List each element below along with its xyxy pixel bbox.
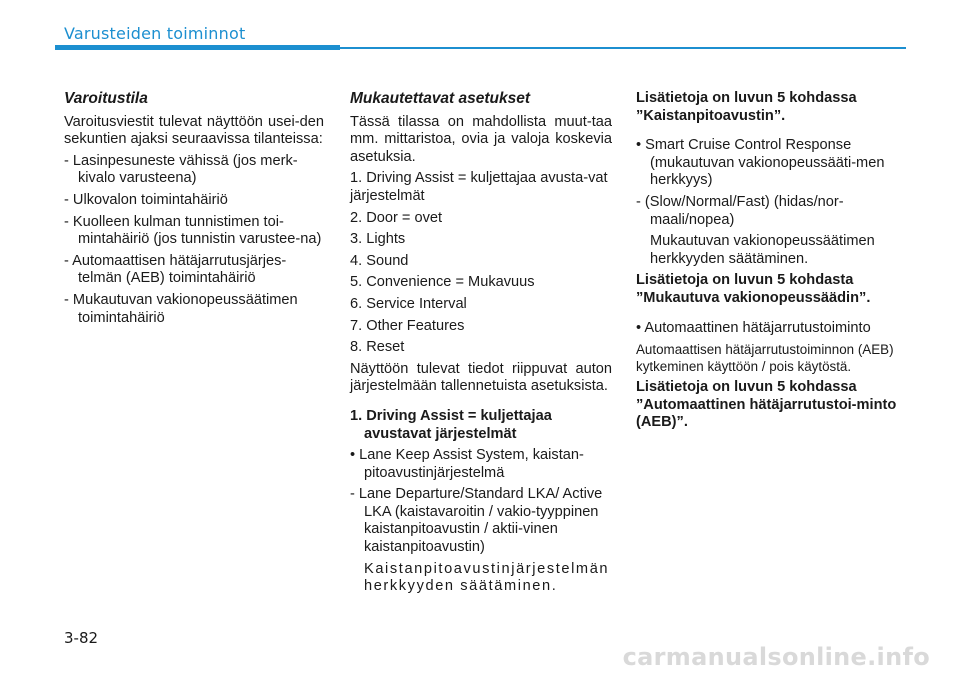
custom-settings-heading: Mukautettavat asetukset bbox=[350, 90, 531, 107]
header-accent-bar bbox=[55, 45, 340, 50]
settings-list-item: 1. Driving Assist = kuljettajaa avusta-vat järjestelmät bbox=[350, 170, 608, 204]
settings-list-item: 6. Service Interval bbox=[350, 295, 467, 312]
warning-mode-heading: Varoitustila bbox=[64, 90, 148, 107]
custom-settings-intro: Tässä tilassa on mahdollista muut-taa mm. mittaristoa, ovia ja valoja koskevia asetuksia. bbox=[350, 113, 612, 165]
watermark: carmanualsonline.info bbox=[622, 643, 930, 671]
scc-sub-item: - (Slow/Normal/Fast) (hidas/nor-maali/nopea) bbox=[636, 193, 844, 228]
warning-item: - Lasinpesuneste vähissä (jos merk-kivalo varusteena) bbox=[64, 152, 298, 187]
warning-item: - Kuolleen kulman tunnistimen toi-mintahäiriö (jos tunnistin varustee-na) bbox=[64, 213, 322, 248]
aeb-bullet: • Automaattinen hätäjarrutustoiminto bbox=[636, 319, 871, 336]
settings-list-item: 7. Other Features bbox=[350, 317, 465, 334]
settings-list-item: 2. Door = ovet bbox=[350, 209, 443, 226]
column-warning-mode bbox=[64, 90, 324, 331]
column-custom-settings bbox=[350, 90, 612, 600]
warning-item: - Automaattisen hätäjarrutusjärjes-telmän (AEB) toimintahäiriö bbox=[64, 252, 287, 287]
settings-list-item: 3. Lights bbox=[350, 231, 406, 248]
section-title: Varusteiden toiminnot bbox=[64, 24, 246, 43]
page-number: 3-82 bbox=[64, 629, 99, 647]
driving-assist-heading: 1. Driving Assist = kuljettajaa avustavat järjestelmät bbox=[350, 407, 552, 442]
settings-outro: Näyttöön tulevat tiedot riippuvat auton järjestelmään tallennetuista asetuksista. bbox=[350, 360, 612, 395]
warning-item: - Mukautuvan vakionopeussäätimen toimintahäiriö bbox=[64, 291, 298, 326]
scc-description: Mukautuvan vakionopeussäätimen herkkyyden säätäminen. bbox=[650, 233, 875, 267]
warning-intro: Varoitusviestit tulevat näyttöön usei-den sekuntien ajaksi seuraavissa tilanteissa: bbox=[64, 113, 324, 148]
lkas-sub-item: - Lane Departure/Standard LKA/ Active LKA (kaistavaroitin / vakio-tyyppinen kaistanpitoavustin / aktii-vinen kaistanpitoavustin) bbox=[350, 486, 603, 556]
header-rule bbox=[340, 47, 906, 49]
lkas-description: Kaistanpitoavustinjärjestelmän herkkyyden säätäminen. bbox=[364, 560, 610, 595]
lkas-bullet: • Lane Keep Assist System, kaistan-pitoavustinjärjestelmä bbox=[350, 447, 584, 481]
reference-scc: Lisätietoja on luvun 5 kohdasta ”Mukautuva vakionopeussäädin”. bbox=[636, 272, 871, 306]
aeb-description: Automaattisen hätäjarrutustoiminnon (AEB) kytkeminen käyttöön / pois käytöstä. bbox=[636, 342, 894, 375]
settings-list-item: 8. Reset bbox=[350, 339, 405, 356]
reference-lka: Lisätietoja on luvun 5 kohdassa ”Kaistanpitoavustin”. bbox=[636, 90, 857, 124]
warning-item: - Ulkovalon toimintahäiriö bbox=[64, 191, 228, 208]
reference-aeb: Lisätietoja on luvun 5 kohdassa ”Automaattinen hätäjarrutustoi-minto (AEB)”. bbox=[636, 379, 897, 431]
settings-list-item: 4. Sound bbox=[350, 252, 409, 269]
column-references bbox=[636, 90, 898, 436]
settings-list-item: 5. Convenience = Mukavuus bbox=[350, 274, 535, 291]
scc-bullet: • Smart Cruise Control Response (mukautuvan vakionopeussääti-men herkkyys) bbox=[636, 137, 885, 189]
